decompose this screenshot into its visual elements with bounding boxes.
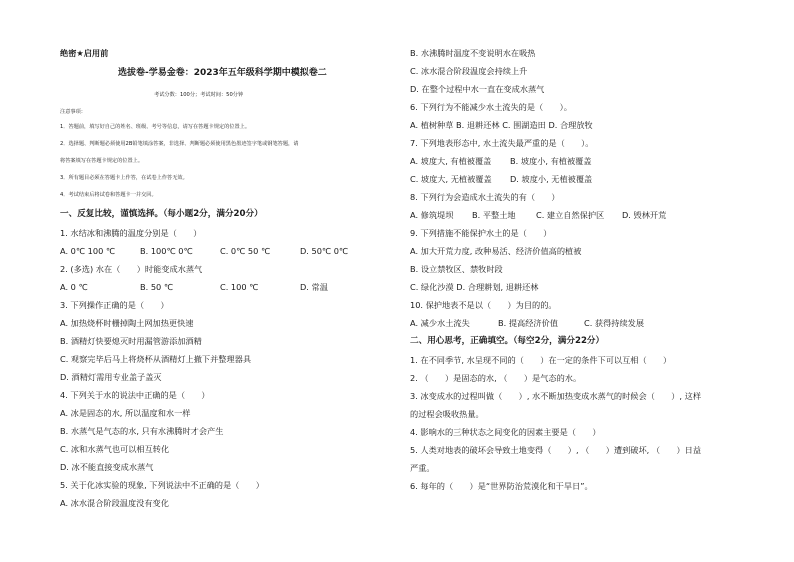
option: B. 坡度小, 有植被覆盖 bbox=[510, 156, 592, 166]
options-row bbox=[60, 246, 348, 257]
option: A. 坡度大, 有植被覆盖 bbox=[410, 156, 492, 166]
option: D. 冰不能直接变成水蒸气 bbox=[60, 462, 154, 472]
options-row bbox=[60, 282, 328, 293]
section-heading-fill: 二、用心思考，正确填空。（每空2分，满分22分） bbox=[410, 336, 605, 346]
notice-item: 将答案填写在答题卡规定的位置上。 bbox=[60, 158, 144, 164]
option: C. 建立自然保护区 bbox=[536, 210, 605, 220]
option: A. 减少水土流失 bbox=[410, 318, 470, 328]
option: C. 获得持续发展 bbox=[584, 318, 645, 328]
option: A. 冰水混合阶段温度没有变化 bbox=[60, 498, 169, 508]
option: B. 100℃ 0℃ bbox=[140, 246, 193, 256]
question-text: 5. 人类对地表的破坏会导致土地变得（ ）, （ ）遭到破坏, （ ）日益 bbox=[410, 445, 702, 455]
option: A. 修筑堤坝 bbox=[410, 210, 454, 220]
question-text: 的过程会吸收热量。 bbox=[410, 409, 484, 419]
option: B. 50 ℃ bbox=[140, 282, 174, 292]
notice-item: 1．答题前，填写好自己的姓名、班级、考号等信息，请写在答题卡规定的位置上。 bbox=[60, 124, 251, 130]
options-row bbox=[410, 174, 592, 185]
option: A. 0℃ 100 ℃ bbox=[60, 246, 116, 256]
question-text: 5. 关于化冰实验的现象, 下列说法中不正确的是（ ） bbox=[60, 480, 264, 490]
option: A. 冰是固态的水, 所以温度和水一样 bbox=[60, 408, 191, 418]
question-text: 1. 水结冰和沸腾的温度分别是（ ） bbox=[60, 228, 202, 238]
option: D. 坡度小, 无植被覆盖 bbox=[510, 174, 593, 184]
notice-item: 2．选择题、判断题必须使用2B铅笔填涂答案，非选择、判断题必须使用黑色墨迹签字笔或钢笔答题，请 bbox=[60, 141, 299, 147]
option: D. 常温 bbox=[300, 282, 328, 292]
question-text: 8. 下列行为会造成水土流失的有（ ） bbox=[410, 192, 560, 202]
option: C. 观察完毕后马上将烧杯从酒精灯上撤下并整理器具 bbox=[60, 354, 252, 364]
option: D. 在整个过程中水一直在变成水蒸气 bbox=[410, 84, 545, 94]
notice-item: 4．考试结束后将试卷和答题卡一并交回。 bbox=[60, 192, 157, 198]
option: C. 冰水混合阶段温度会持续上升 bbox=[410, 66, 528, 76]
question-text: 6. 下列行为不能减少水土流失的是（ ）。 bbox=[410, 102, 572, 112]
options-row: A. 植树种草 B. 退耕还林 C. 围湖造田 D. 合理放牧 bbox=[410, 120, 593, 130]
option: B. 平整土地 bbox=[472, 210, 516, 220]
option: B. 提高经济价值 bbox=[498, 318, 558, 328]
option: C. 冰和水蒸气也可以相互转化 bbox=[60, 444, 170, 454]
question-text: 严重。 bbox=[410, 463, 435, 473]
section-heading-choice: 一、反复比较，谨慎选择。（每小题2分，满分20分） bbox=[60, 209, 263, 219]
question-text: 6. 每年的（ ）是“世界防治荒漠化和干旱日”。 bbox=[410, 481, 593, 491]
option: C. 坡度大, 无植被覆盖 bbox=[410, 174, 492, 184]
option: C. 0℃ 50 ℃ bbox=[220, 246, 271, 256]
question-text: 9. 下列措施不能保护水土的是（ ） bbox=[410, 228, 552, 238]
option: A. 加热烧杯时栅掉陶土网加热更快速 bbox=[60, 318, 194, 328]
option: D. 毁林开荒 bbox=[622, 210, 667, 220]
question-text: 4. 影响水的三种状态之间变化的因素主要是（ ） bbox=[410, 427, 601, 437]
question-text: 1. 在不同季节, 水呈现不同的（ ）在一定的条件下可以互相（ ） bbox=[410, 355, 672, 365]
option: B. 设立禁牧区、禁牧时段 bbox=[410, 264, 503, 274]
question-text: 3. 下列操作正确的是（ ） bbox=[60, 300, 169, 310]
option: C. 100 ℃ bbox=[220, 282, 259, 292]
notice-item: 3．所有题目必须在答题卡上作答，在试卷上作答无效。 bbox=[60, 175, 188, 181]
notice-title: 注意事项： bbox=[60, 109, 86, 115]
options-row bbox=[410, 156, 592, 167]
question-text: 2. （ ）是固态的水, （ ）是气态的水。 bbox=[410, 373, 582, 383]
question-text: 3. 冰变成水的过程叫做（ ）, 水不断加热变成水蒸气的时候会（ ）, 这样 bbox=[410, 391, 702, 401]
question-text: 2. (多选) 水在（ ）时能变成水蒸气 bbox=[60, 264, 203, 274]
option: B. 水沸腾时温度不变说明水在吸热 bbox=[410, 48, 536, 58]
option: B. 酒精灯快要熄灭时用漏管游添加酒精 bbox=[60, 336, 202, 346]
options-row bbox=[410, 318, 644, 329]
option: B. 水蒸气是气态的水, 只有水沸腾时才会产生 bbox=[60, 426, 224, 436]
option: A. 0 ℃ bbox=[60, 282, 88, 292]
exam-info: 考试分数：100分；考试时间：50分钟 bbox=[154, 92, 244, 98]
option: C. 绿化沙漠 D. 合理耕划, 退耕还林 bbox=[410, 282, 539, 292]
option: D. 50℃ 0℃ bbox=[300, 246, 349, 256]
options-row bbox=[410, 210, 666, 221]
option: A. 加大开荒力度, 改种易活、经济价值高的植被 bbox=[410, 246, 582, 256]
question-text: 10. 保护地表不是以（ ）为目的的。 bbox=[410, 300, 557, 310]
confidential-label: 绝密★启用前 bbox=[60, 48, 109, 58]
option: D. 酒精灯需用专业盖子盖灭 bbox=[60, 372, 162, 382]
exam-title: 选拔卷-学易金卷：2023年五年级科学期中模拟卷二 bbox=[118, 68, 327, 78]
question-text: 7. 下列地表形态中, 水土流失最严重的是（ ）。 bbox=[410, 138, 594, 148]
question-text: 4. 下列关于水的说法中正确的是（ ） bbox=[60, 390, 210, 400]
